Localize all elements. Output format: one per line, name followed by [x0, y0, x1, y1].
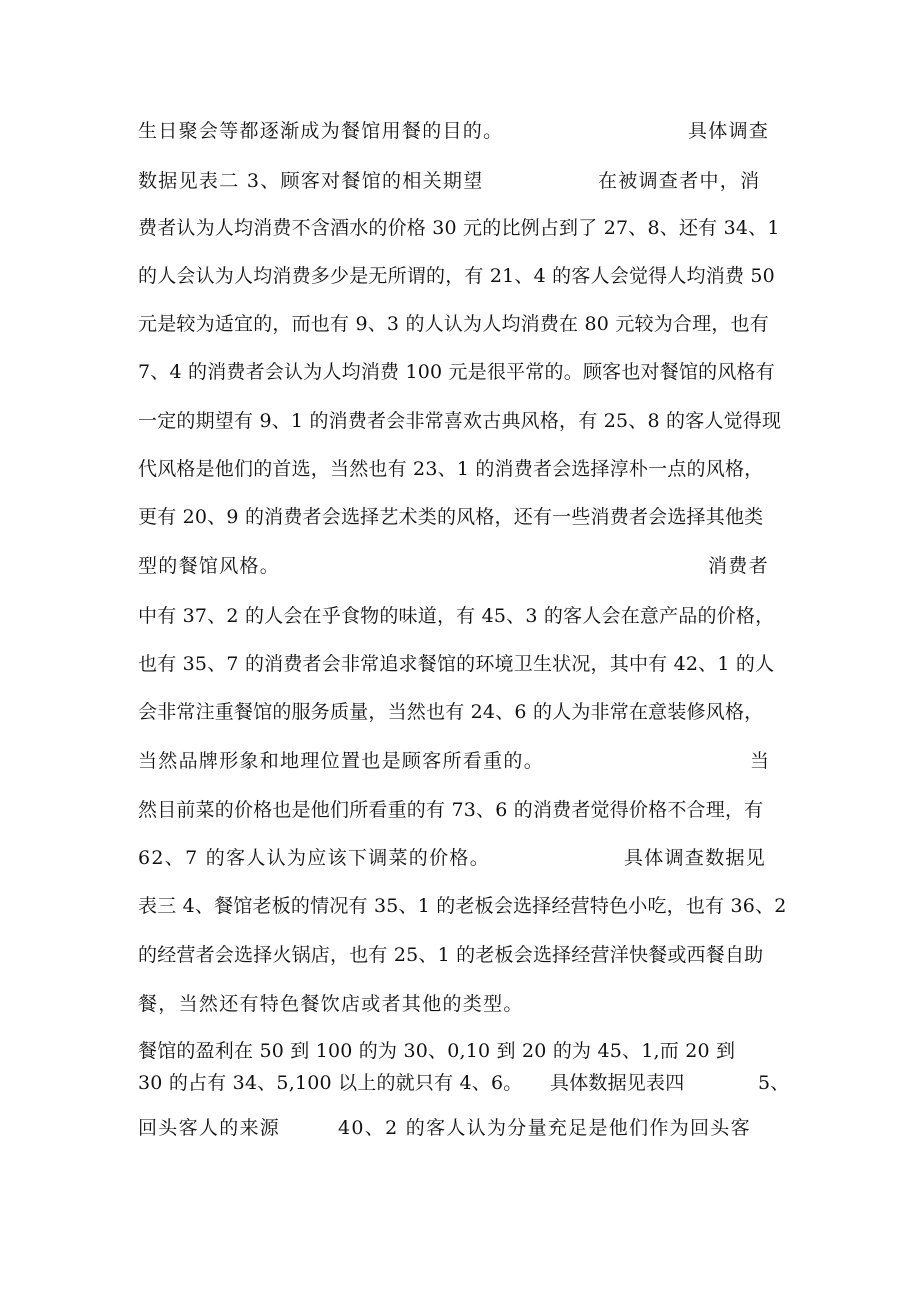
text-segment: 具体调查: [688, 120, 770, 142]
text-line-4: [138, 256, 788, 296]
text-segment: 表三 4、餐馆老板的情况有 35、1 的老板会选择经营特色小吃，也有 36、2: [138, 895, 787, 917]
text-segment: 在被调查者中，消: [598, 170, 761, 192]
text-segment: 数据见表二 3、顾客对餐馆的相关期望: [138, 170, 484, 192]
text-segment: 40、2 的客人认为分量充足是他们作为回头客: [338, 1117, 751, 1139]
text-line-9: [138, 497, 788, 537]
text-segment: 具体数据见表四: [550, 1072, 685, 1094]
text-line-22: [138, 1108, 788, 1148]
text-segment: 费者认为人均消费不含酒水的价格 30 元的比例占到了 27、8、还有 34、1: [138, 217, 780, 239]
text-segment: 当: [750, 750, 771, 772]
text-line-6: [138, 352, 788, 392]
text-line-13: [138, 692, 788, 732]
text-segment: 62、7 的客人认为应该下调菜的价格。: [138, 847, 491, 869]
text-segment: 的经营者会选择火锅店，也有 25、1 的老板会选择经营洋快餐或西餐自助: [138, 944, 764, 966]
text-segment: 代风格是他们的首选，当然也有 23、1 的消费者会选择淳朴一点的风格，: [138, 458, 764, 480]
text-line-21: [138, 1063, 788, 1103]
text-line-7: [138, 401, 788, 441]
text-segment: 5、: [758, 1072, 790, 1094]
text-segment: 然目前菜的价格也是他们所看重的有 73、6 的消费者觉得价格不合理，有: [138, 799, 764, 821]
text-line-1: [138, 111, 788, 151]
text-segment: 回头客人的来源: [138, 1117, 281, 1139]
text-line-10: [138, 546, 788, 586]
text-line-19: [138, 984, 788, 1024]
text-line-17: [138, 886, 788, 926]
text-line-8: [138, 449, 788, 489]
text-segment: 当然品牌形象和地理位置也是顾客所看重的。: [138, 750, 545, 772]
text-segment: 消费者: [708, 555, 769, 577]
text-line-11: [138, 596, 788, 636]
text-segment: 一定的期望有 9、1 的消费者会非常喜欢古典风格，有 25、8 的客人觉得现: [138, 410, 782, 432]
text-segment: 元是较为适宜的，而也有 9、3 的人认为人均消费在 80 元较为合理，也有: [138, 313, 769, 335]
text-segment: 也有 35、7 的消费者会非常追求餐馆的环境卫生状况，其中有 42、1 的人: [138, 653, 775, 675]
text-segment: 7、4 的消费者会认为人均消费 100 元是很平常的。顾客也对餐馆的风格有: [138, 361, 775, 383]
text-line-3: [138, 208, 788, 248]
text-line-2: [138, 161, 788, 201]
text-segment: 会非常注重餐馆的服务质量，当然也有 24、6 的人为非常在意装修风格，: [138, 701, 764, 723]
text-line-16: [138, 838, 788, 878]
text-segment: 餐馆的盈利在 50 到 100 的为 30、0,10 到 20 的为 45、1,而 20 到: [138, 1040, 736, 1062]
text-line-5: [138, 304, 788, 344]
text-line-15: [138, 790, 788, 830]
text-segment: 30 的占有 34、5,100 以上的就只有 4、6。: [138, 1072, 523, 1094]
text-line-12: [138, 644, 788, 684]
text-segment: 更有 20、9 的消费者会选择艺术类的风格，还有一些消费者会选择其他类: [138, 506, 764, 528]
text-segment: 的人会认为人均消费多少是无所谓的，有 21、4 的客人会觉得人均消费 50: [138, 265, 775, 287]
text-segment: 生日聚会等都逐渐成为餐馆用餐的目的。: [138, 120, 504, 142]
text-segment: 型的餐馆风格。: [138, 555, 281, 577]
text-line-18: [138, 935, 788, 975]
text-segment: 具体调查数据见: [624, 847, 767, 869]
text-segment: 餐，当然还有特色餐饮店或者其他的类型。: [138, 993, 524, 1015]
text-segment: 中有 37、2 的人会在乎食物的味道，有 45、3 的客人会在意产品的价格，: [138, 605, 775, 627]
text-line-14: [138, 741, 788, 781]
